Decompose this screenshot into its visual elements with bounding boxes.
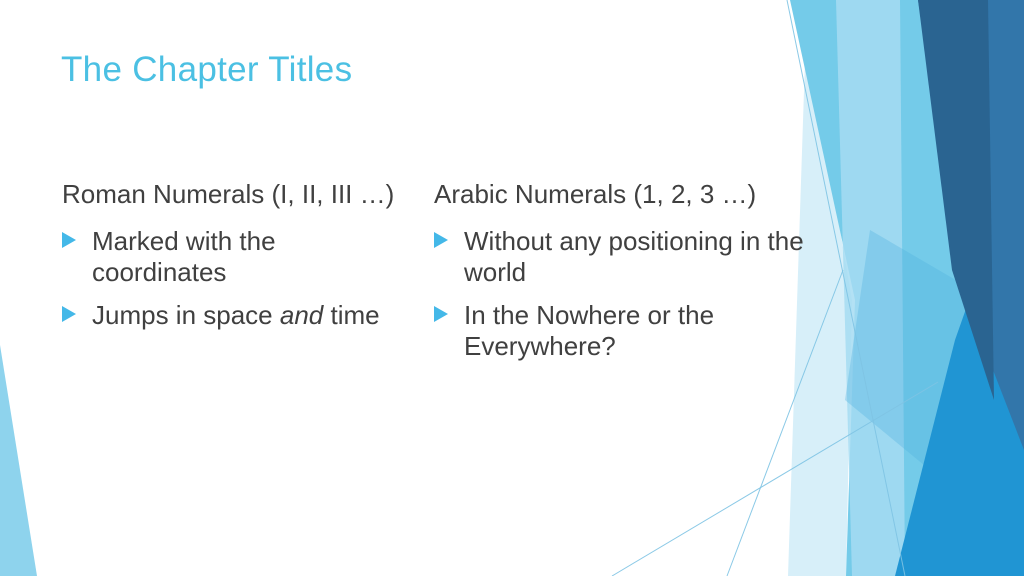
corner-wedge-shape (0, 345, 37, 576)
bullet-text (92, 300, 412, 331)
arrow-cell (434, 300, 464, 362)
triangle-bullet-icon (434, 306, 448, 322)
triangle-bullet-icon (62, 306, 76, 322)
bullet-text-segment: Jumps in space (92, 300, 280, 330)
bullet-text (464, 300, 804, 362)
column-header: Arabic Numerals (1, 2, 3 …) (434, 179, 757, 209)
triangle-bullet-icon (434, 232, 448, 248)
triangle-bullet-icon (62, 232, 76, 248)
bullet-text-segment: In the Nowhere or the Everywhere? (464, 300, 715, 361)
column-arabic-numerals (434, 178, 804, 374)
column-header: Roman Numerals (I, II, III …) (62, 179, 395, 209)
slide-title: The Chapter Titles (61, 50, 353, 89)
bullet-text (464, 226, 804, 288)
column-roman-numerals (62, 178, 422, 343)
bullet-item (62, 300, 422, 331)
bullet-item (434, 226, 804, 288)
bullet-text-segment: Marked with the coordinates (92, 226, 276, 287)
bullet-text-segment: time (323, 300, 380, 330)
arrow-cell (62, 226, 92, 288)
arrow-cell (434, 226, 464, 288)
bullet-item (434, 300, 804, 362)
bullet-text-segment: Without any positioning in the world (464, 226, 804, 287)
arrow-cell (62, 300, 92, 331)
bullet-text-italic: and (279, 300, 324, 330)
bullet-text (92, 226, 412, 288)
bullet-item (62, 226, 422, 288)
